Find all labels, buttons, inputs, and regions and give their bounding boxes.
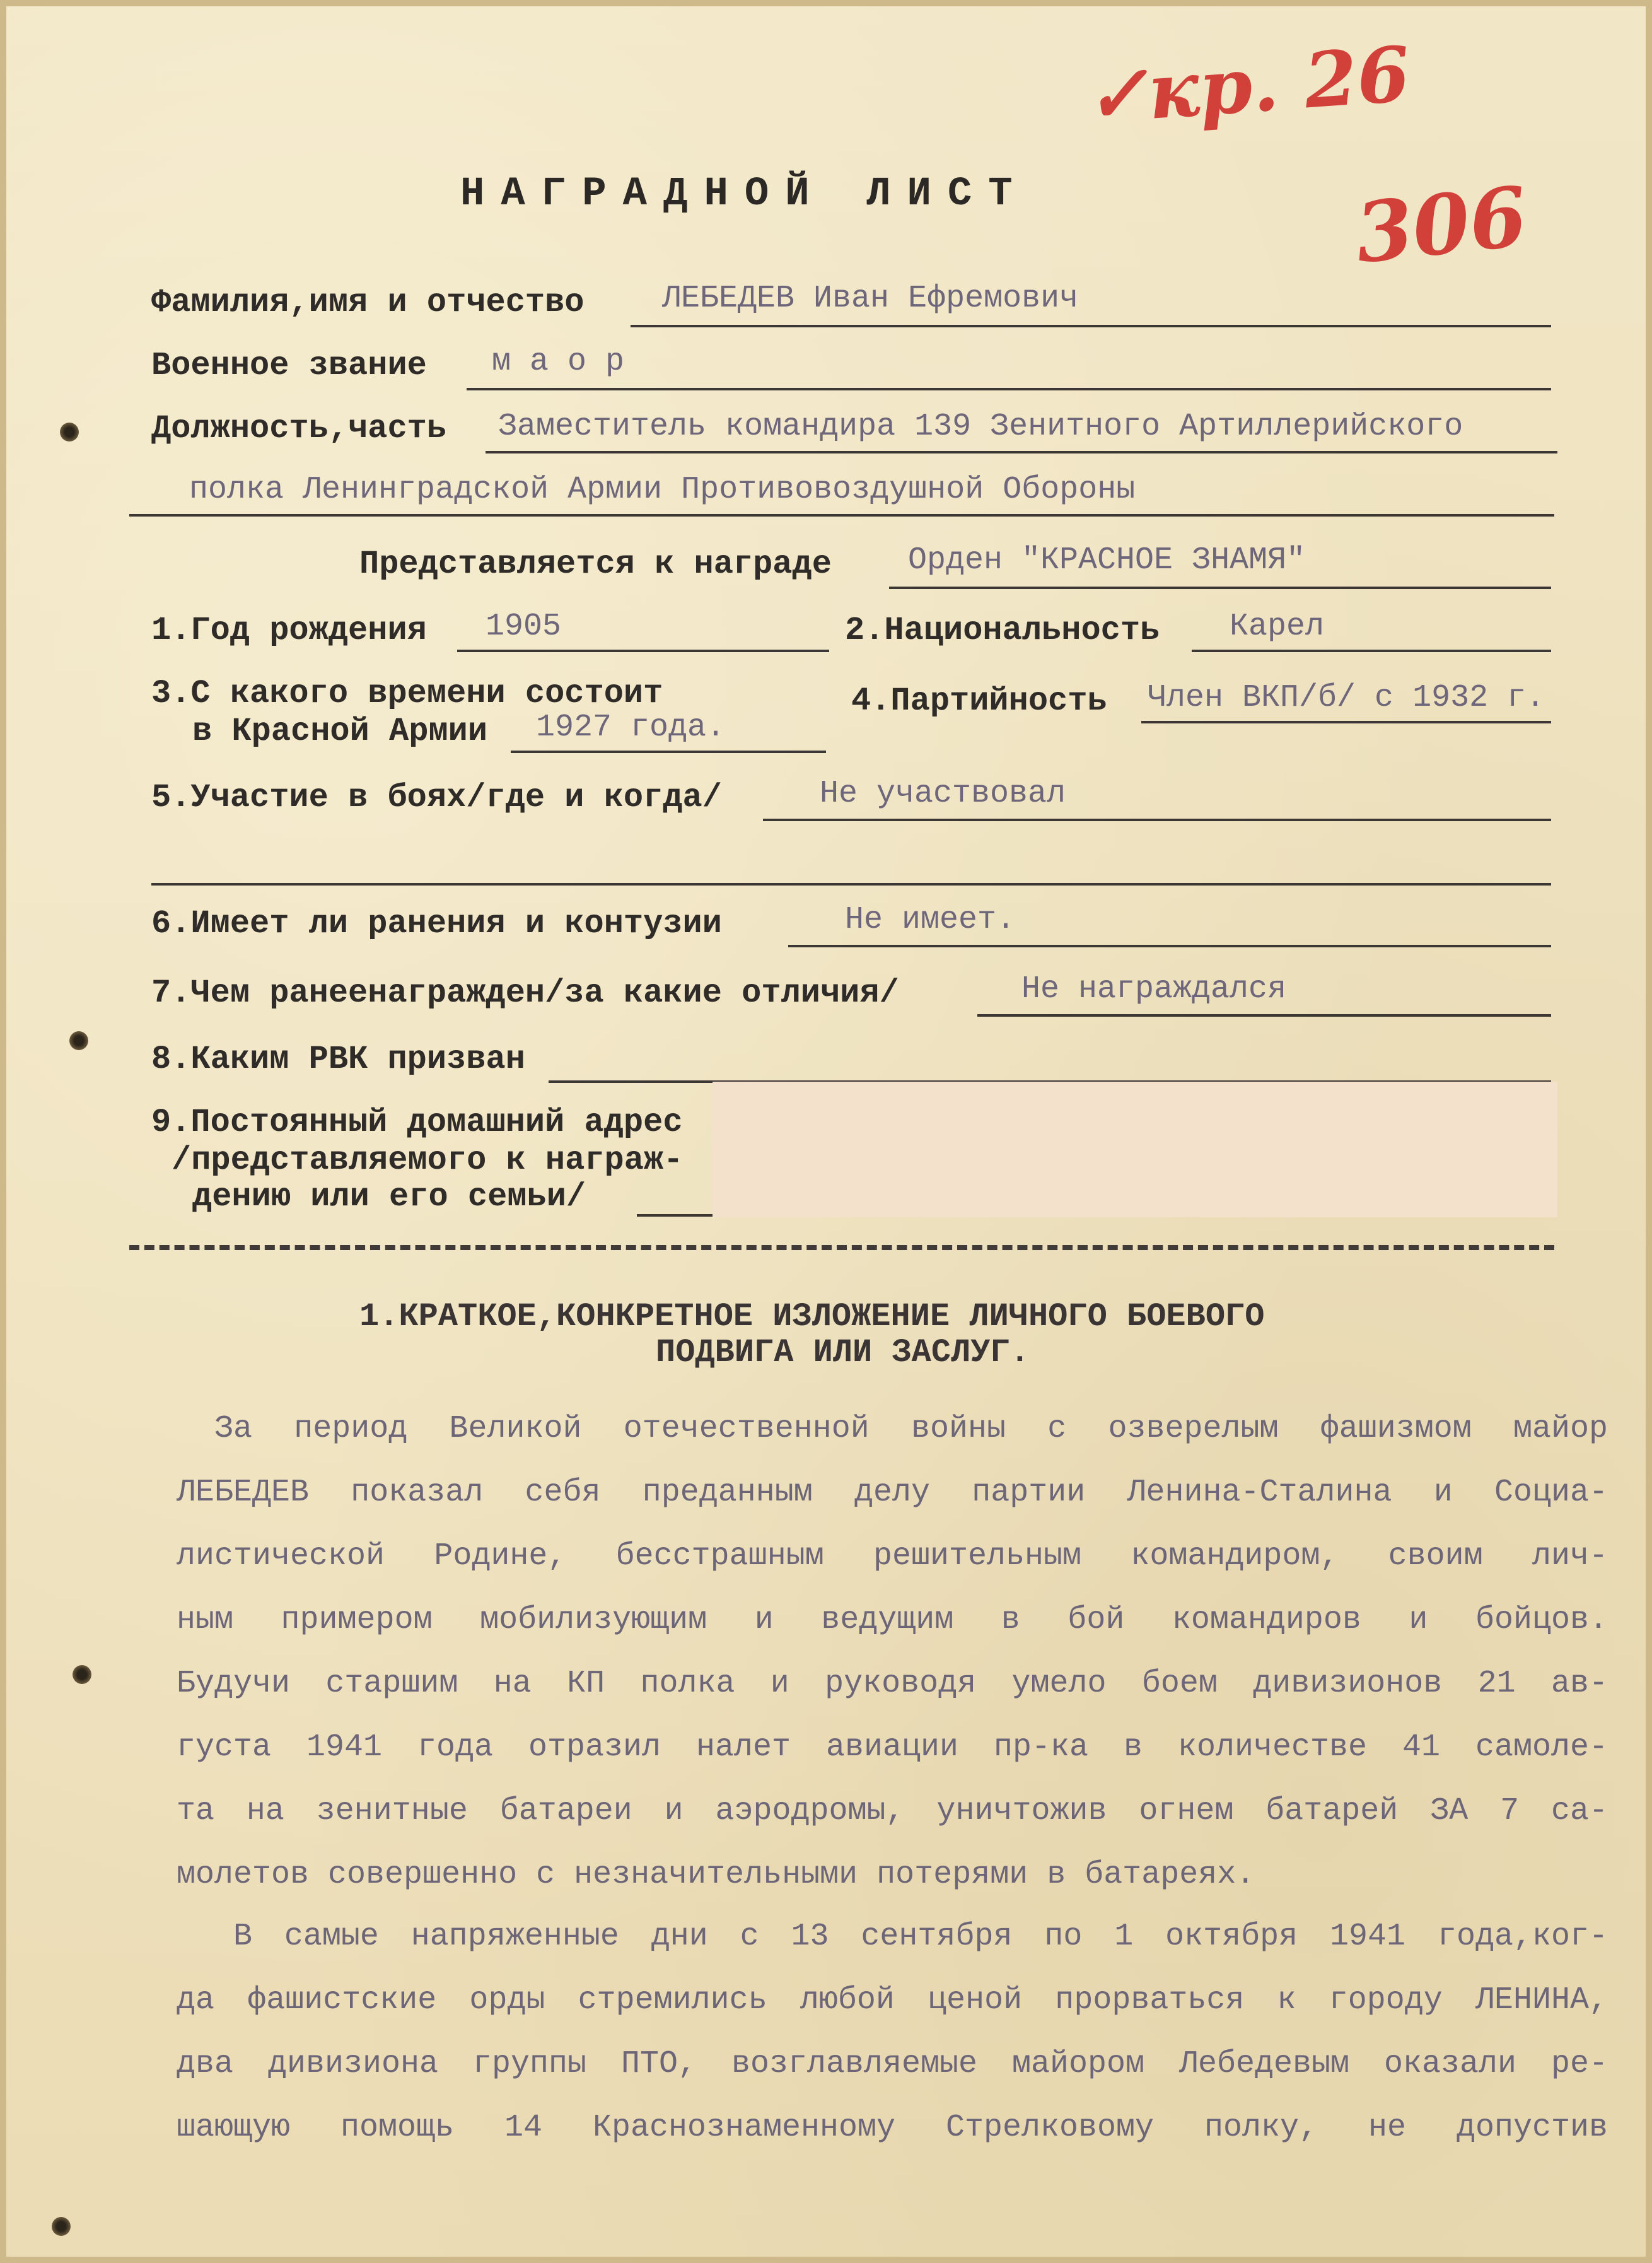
citation-line: молетов совершенно с незначительными потерями в батареях. bbox=[177, 1857, 1255, 1893]
address-underline bbox=[637, 1214, 719, 1217]
post-label: Должность,часть bbox=[151, 410, 447, 447]
battles-underline-2 bbox=[151, 883, 1551, 886]
binder-hole-4 bbox=[52, 2217, 71, 2236]
section-heading-line-2: ПОДВИГА ИЛИ ЗАСЛУГ. bbox=[656, 1334, 1030, 1371]
address-redaction bbox=[713, 1082, 1557, 1217]
name-underline bbox=[631, 325, 1551, 327]
citation-line: шающую помощь 14 Краснознаменному Стрелковому полку, не допустив bbox=[177, 2110, 1608, 2146]
service-since-value: 1927 года. bbox=[536, 710, 726, 746]
address-label-1: 9.Постоянный домашний адрес bbox=[151, 1104, 683, 1141]
binder-hole-2 bbox=[69, 1031, 88, 1050]
nationality-value: Карел bbox=[1230, 609, 1325, 645]
handwritten-mark-top: ✓кр. 26 bbox=[1081, 30, 1413, 141]
birth-year-label: 1.Год рождения bbox=[151, 612, 427, 649]
battles-value: Не участвовал bbox=[820, 776, 1066, 812]
award-value: Орден "КРАСНОЕ ЗНАМЯ" bbox=[908, 542, 1306, 578]
service-since-label-1: 3.С какого времени состоит bbox=[151, 675, 663, 712]
award-label: Представляется к награде bbox=[359, 546, 832, 583]
address-label-2: /представляемого к награж- bbox=[172, 1142, 683, 1179]
name-value: ЛЕБЕДЕВ Иван Ефремович bbox=[662, 281, 1079, 317]
citation-paragraph-2 bbox=[177, 1905, 1608, 2160]
wounds-underline bbox=[788, 945, 1551, 947]
award-underline bbox=[889, 587, 1551, 589]
binder-hole-1 bbox=[60, 423, 79, 441]
citation-line: В самые напряженные дни с 13 сентября по 1 октября 1941 года,ког- bbox=[233, 1919, 1608, 1955]
nationality-underline bbox=[1192, 650, 1551, 652]
service-since-label-2: в Красной Армии bbox=[192, 713, 488, 750]
awards-before-label: 7.Чем ранеенагражден/за какие отличия/ bbox=[151, 974, 899, 1012]
citation-line: да фашистские орды стремились любой ценой прорваться к городу ЛЕНИНА, bbox=[177, 1982, 1608, 2018]
citation-line: листической Родине, бесстрашным решительным командиром, своим лич- bbox=[177, 1538, 1608, 1574]
birth-year-value: 1905 bbox=[486, 609, 562, 645]
wounds-value: Не имеет. bbox=[845, 902, 1016, 938]
post-value-line-2: полка Ленинградской Армии Противовоздушной Обороны bbox=[189, 472, 1136, 508]
citation-line: та на зенитные батареи и аэродромы, уничтожив огнем батарей ЗА 7 са- bbox=[177, 1793, 1608, 1829]
post-underline-1 bbox=[486, 451, 1557, 453]
post-underline-2 bbox=[129, 514, 1554, 517]
binder-hole-3 bbox=[73, 1665, 91, 1684]
rank-value: м а о р bbox=[492, 344, 625, 380]
citation-line: ЛЕБЕДЕВ показал себя преданным делу партии Ленина-Сталина и Социа- bbox=[177, 1475, 1608, 1511]
awards-before-value: Не награждался bbox=[1021, 971, 1287, 1007]
citation-line: За период Великой отечественной войны с озверелым фашизмом майор bbox=[214, 1411, 1608, 1447]
citation-line: густа 1941 года отразил налет авиации пр-ка в количестве 41 самоле- bbox=[177, 1729, 1608, 1765]
citation-line: два дивизиона группы ПТО, возглавляемые майором Лебедевым оказали ре- bbox=[177, 2046, 1608, 2082]
party-label: 4.Партийность bbox=[851, 682, 1107, 720]
party-value: Член ВКП/б/ с 1932 г. bbox=[1148, 680, 1545, 716]
battles-label: 5.Участие в боях/где и когда/ bbox=[151, 779, 722, 816]
address-label-3: дению или его семьи/ bbox=[192, 1178, 586, 1215]
rank-underline bbox=[467, 388, 1551, 390]
battles-underline-1 bbox=[763, 819, 1551, 821]
awards-before-underline bbox=[977, 1014, 1551, 1017]
citation-line: ным примером мобилизующим и ведущим в бой командиров и бойцов. bbox=[177, 1602, 1608, 1638]
citation-paragraph-1 bbox=[177, 1397, 1608, 1907]
nationality-label: 2.Национальность bbox=[845, 612, 1160, 649]
party-underline bbox=[1141, 721, 1551, 723]
section-heading-line-1: 1.КРАТКОЕ,КОНКРЕТНОЕ ИЗЛОЖЕНИЕ ЛИЧНОГО БОЕВОГО bbox=[359, 1298, 1265, 1335]
rank-label: Военное звание bbox=[151, 347, 427, 384]
section-separator bbox=[129, 1245, 1554, 1250]
wounds-label: 6.Имеет ли ранения и контузии bbox=[151, 905, 722, 942]
post-value-line-1: Заместитель командира 139 Зенитного Артиллерийского bbox=[498, 409, 1463, 445]
service-since-underline bbox=[511, 751, 826, 753]
rvk-label: 8.Каким РВК призван bbox=[151, 1041, 525, 1078]
citation-line: Будучи старшим на КП полка и руководя умело боем дивизионов 21 ав- bbox=[177, 1666, 1608, 1702]
document-title: НАГРАДНОЙ ЛИСТ bbox=[460, 172, 1029, 217]
handwritten-mark-number: 306 bbox=[1351, 168, 1532, 282]
birth-year-underline bbox=[457, 650, 829, 652]
name-label: Фамилия,имя и отчество bbox=[151, 284, 585, 321]
